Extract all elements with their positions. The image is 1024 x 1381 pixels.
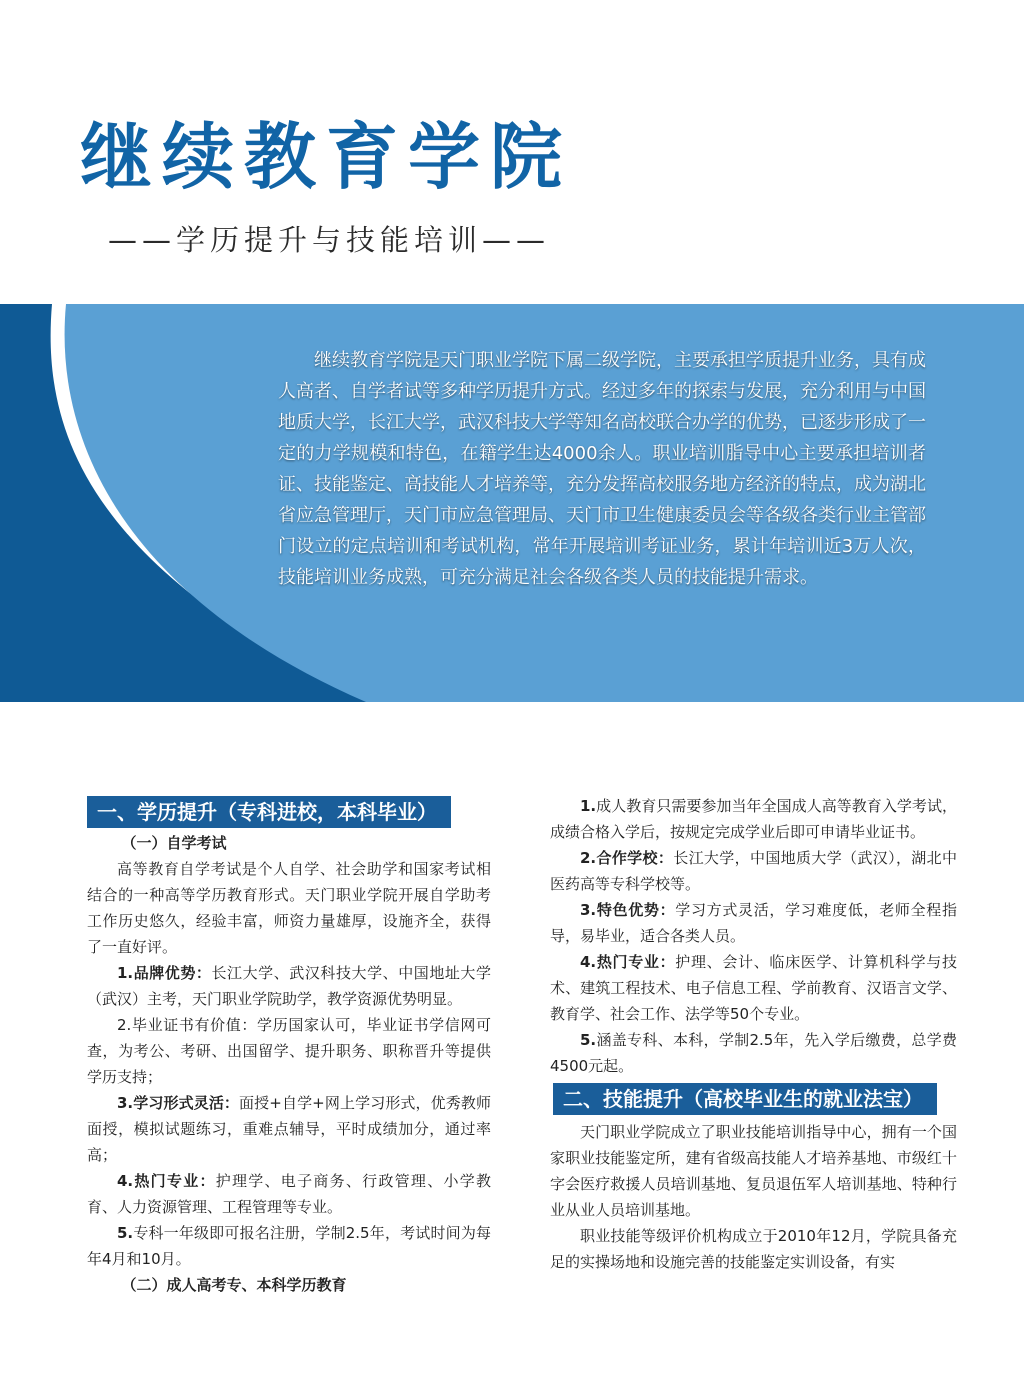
section-heading-education: 一、学历提升（专科进校，本科毕业） [87, 796, 451, 828]
section-heading-skills: 二、技能提升（高校毕业生的就业法宝） [553, 1083, 937, 1115]
list-item: 3.学习形式灵活：面授+自学+网上学习形式，优秀教师面授，模拟试题练习，重难点辅导，平时成绩加分，通过率高； [87, 1094, 491, 1164]
list-item: 1.品牌优势：长江大学、武汉科技大学、中国地址大学（武汉）主考，天门职业学院助学，教学资源优势明显。 [87, 964, 491, 1008]
left-column [87, 796, 491, 1298]
list-item: 2.毕业证书有价值：学历国家认可，毕业证书学信网可查，为考公、考研、出国留学、提升职务、职称晋升等提供学历支持； [87, 1016, 491, 1086]
list-item: 3.特色优势：学习方式灵活，学习难度低，老师全程指导，易毕业，适合各类人员。 [550, 901, 957, 945]
subheading-self-study: （一）自学考试 [121, 834, 227, 852]
right-column [550, 793, 957, 1275]
intro-paragraph: 继续教育学院是天门职业学院下属二级学院，主要承担学质提升业务，具有成人高者、自学者试等多种学历提升方式。经过多年的探索与发展，充分利用与中国地质大学，长江大学，武汉科技大学等知名高校联合办学的优势，已逐步形成了一定的力学规模和特色，在籍学生达4000余人。职业培训脂导中心主要承担培训者证、技能鉴定、高技能人才培养等，充分发挥高校服务地方经济的特点，成为湖北省应急管理厅，天门市应急管理局、天门市卫生健康委员会等各级各类行业主管部门设立的定点培训和考试机构，常年开展培训考证业务，累计年培训近3万人次，技能培训业务成熟，可充分满足社会各级各类人员的技能提升需求。 [278, 350, 926, 588]
skills-paragraph: 天门职业学院成立了职业技能培训指导中心，拥有一个国家职业技能鉴定所，建有省级高技能人才培养基地、市级红十字会医疗救援人员培训基地、复员退伍军人培训基地、特种行业从业人员培训基地。 [550, 1123, 957, 1219]
list-item: 1.成人教育只需要参加当年全国成人高等教育入学考试，成绩合格入学后，按规定完成学业后即可申请毕业证书。 [550, 797, 957, 841]
list-item: 4.热门专业：护理、会计、临床医学、计算机科学与技术、建筑工程技术、电子信息工程、学前教育、汉语言文学、教育学、社会工作、法学等50个专业。 [550, 953, 957, 1023]
page-subtitle: ——学历提升与技能培训—— [108, 223, 551, 257]
skills-paragraph-2: 职业技能等级评价机构成立于2010年12月，学院具备充足的实操场地和设施完善的技能鉴定实训设备，有实 [550, 1227, 957, 1271]
list-item: 4.热门专业：护理学、电子商务、行政管理、小学教育、人力资源管理、工程管理等专业。 [87, 1172, 491, 1216]
page-title: 继续教育学院 [80, 115, 573, 199]
list-item: 5.涵盖专科、本科，学制2.5年，先入学后缴费，总学费 4500元起。 [550, 1031, 957, 1075]
self-study-paragraph: 高等教育自学考试是个人自学、社会助学和国家考试相结合的一种高等学历教育形式。天门职业学院开展自学助考工作历史悠久，经验丰富，师资力量雄厚，设施齐全，获得了一直好评。 [87, 860, 491, 956]
subheading-adult-exam: （二）成人高考专、本科学历教育 [121, 1276, 347, 1294]
list-item: 5.专科一年级即可报名注册，学制2.5年，考试时间为每年4月和10月。 [87, 1224, 491, 1268]
list-item: 2.合作学校：长江大学，中国地质大学（武汉），湖北中医药高等专科学校等。 [550, 849, 957, 893]
